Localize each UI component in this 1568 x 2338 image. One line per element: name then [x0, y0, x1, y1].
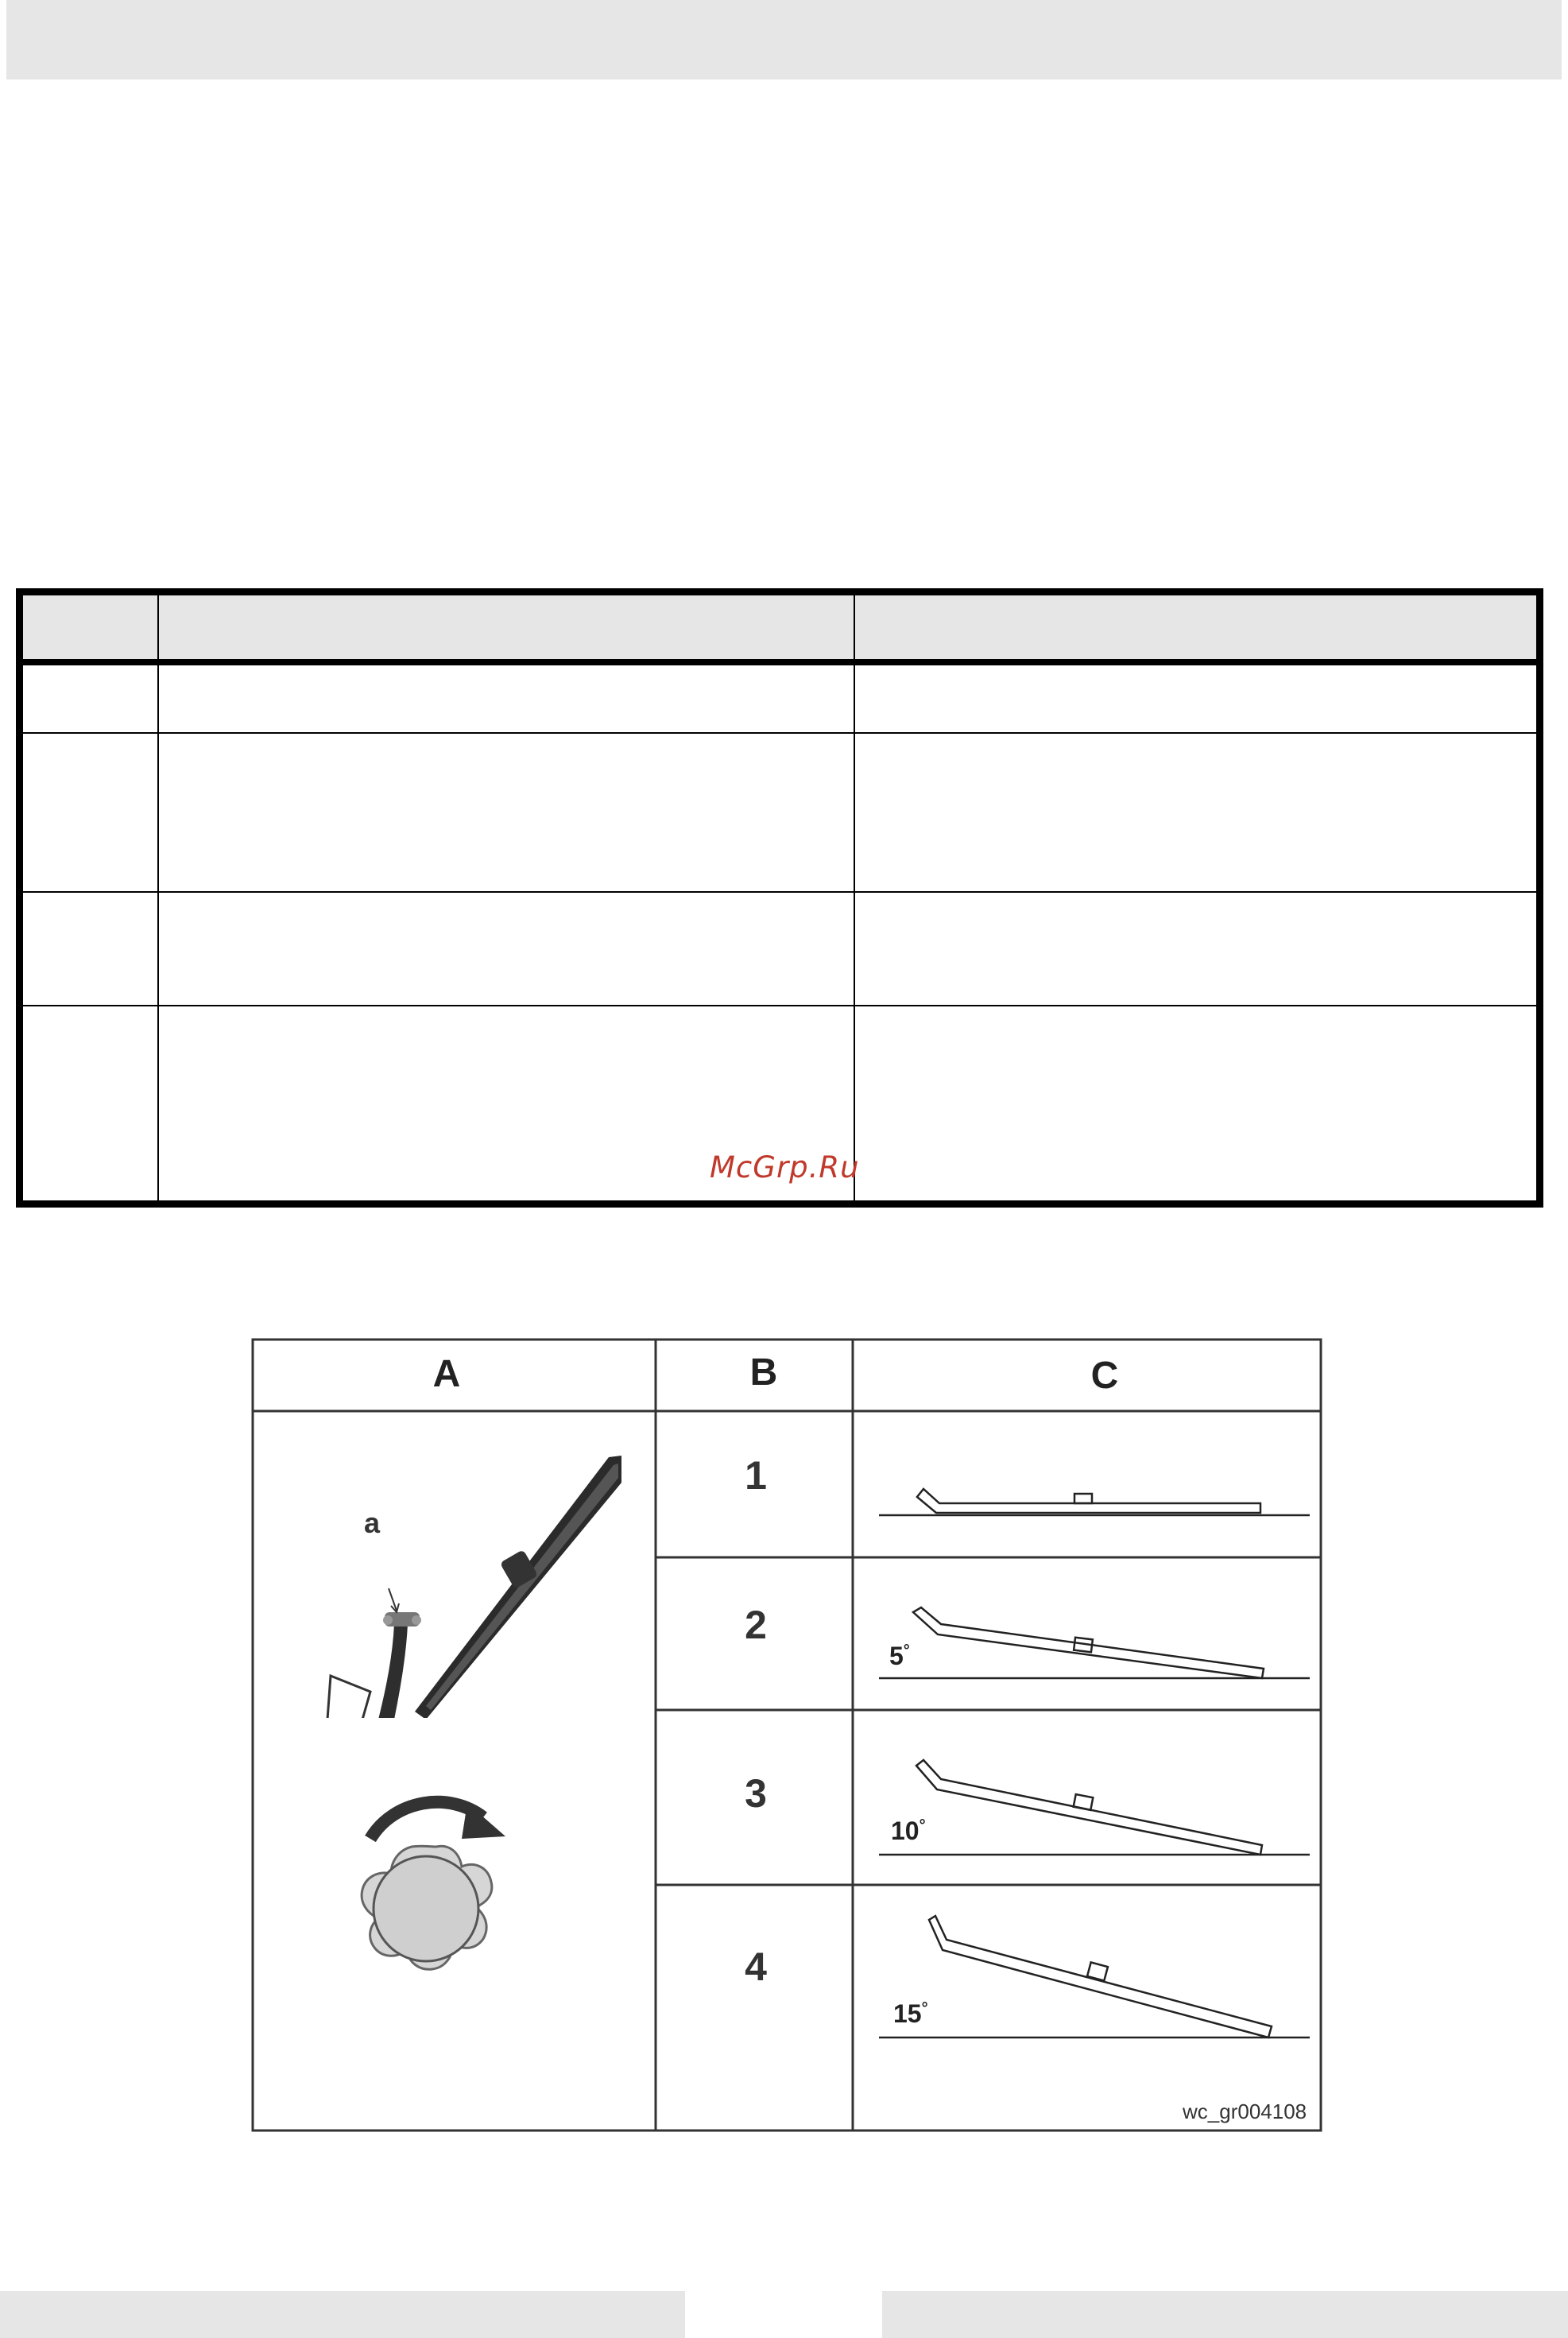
figure-code: wc_gr004108	[1183, 2100, 1307, 2123]
spec-table-row-divider	[23, 1005, 1536, 1006]
spec-table-row-divider	[23, 891, 1536, 893]
rotate-arrow-icon	[370, 1802, 505, 1839]
spec-table-header	[23, 595, 1536, 665]
spec-table-col-divider	[157, 595, 159, 1200]
spec-table-row-divider	[23, 732, 1536, 734]
ramp-diagrams	[879, 1489, 1310, 2038]
star-knob-icon	[362, 1846, 492, 1969]
watermark-text: McGrp.Ru	[710, 1150, 860, 1185]
spec-table-col-divider	[854, 595, 855, 1200]
row-number: 3	[745, 1771, 767, 1816]
angle-label: 15°	[893, 1999, 928, 2028]
angle-label: 10°	[891, 1817, 926, 1845]
spec-table	[16, 588, 1543, 1208]
callout-label: a	[364, 1506, 381, 1539]
figure-drawing	[251, 1338, 1322, 2132]
angle-label: 5°	[889, 1642, 910, 1670]
page-footer-band-right	[882, 2291, 1568, 2338]
column-header-c: C	[1090, 1355, 1119, 1397]
column-header-a: A	[432, 1353, 461, 1395]
handle-illustration	[323, 1456, 621, 1726]
column-header-b: B	[749, 1351, 778, 1394]
page-footer-band-left	[0, 2291, 685, 2338]
row-number: 4	[745, 1944, 767, 1989]
handle-angle-figure	[251, 1338, 1322, 2132]
page-header-band	[6, 0, 1562, 79]
row-number: 1	[745, 1453, 767, 1498]
row-number: 2	[745, 1603, 767, 1647]
